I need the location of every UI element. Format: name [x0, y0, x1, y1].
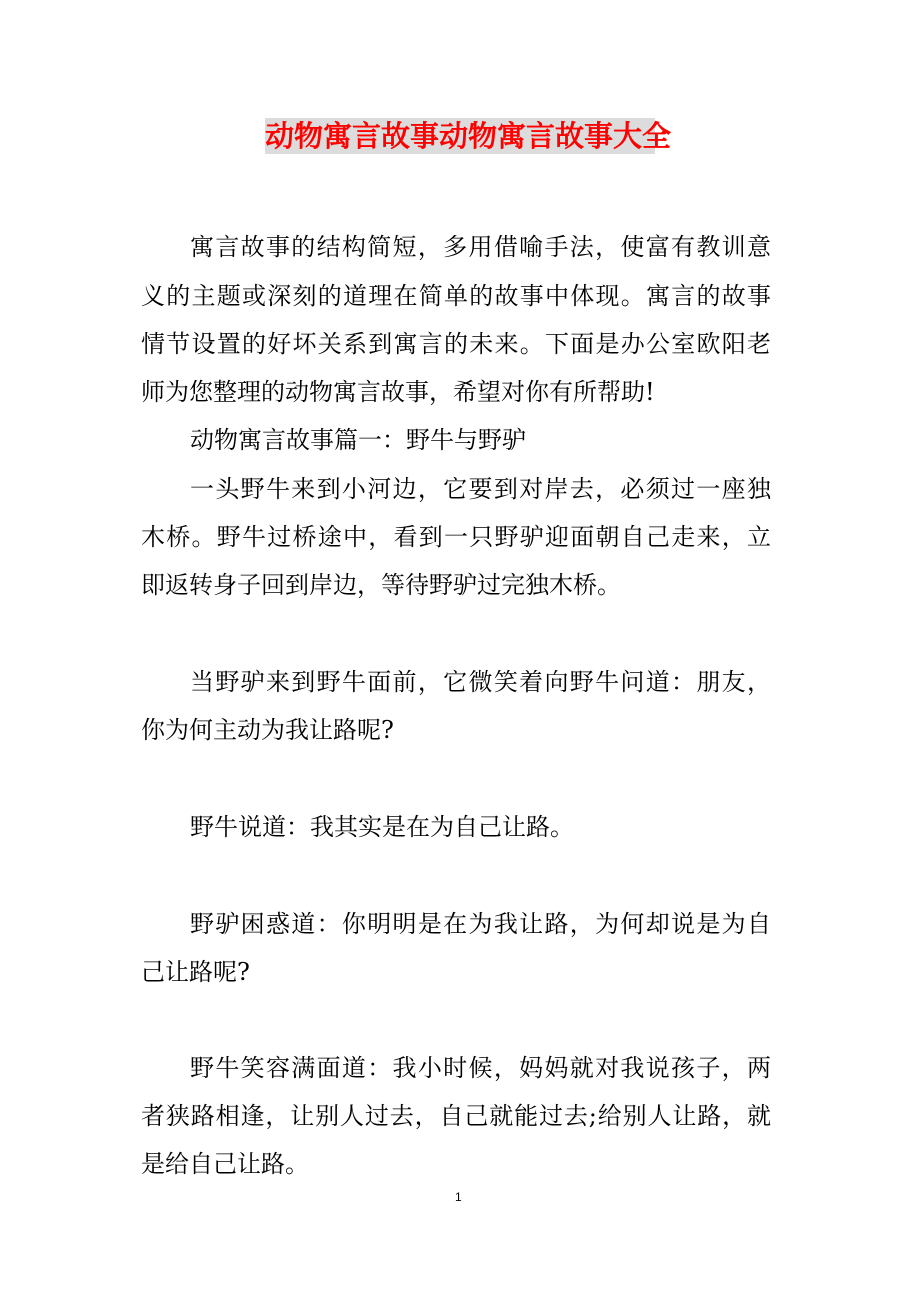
paragraph-line: 一头野牛来到小河边，它要到对岸去，必须过一座独	[190, 475, 771, 503]
paragraph-line: 野牛说道：我其实是在为自己让路。	[190, 813, 574, 841]
paragraph-line: 你为何主动为我让路呢?	[141, 716, 394, 744]
paragraph-line: 己让路呢?	[141, 958, 250, 986]
page-number: 1	[455, 1190, 462, 1204]
paragraph-line: 野牛笑容满面道：我小时候，妈妈就对我说孩子，两	[190, 1054, 771, 1082]
paragraph-line: 即返转身子回到岸边，等待野驴过完独木桥。	[141, 571, 621, 599]
paragraph-line: 木桥。野牛过桥途中，看到一只野驴迎面朝自己走来，立	[141, 523, 771, 551]
paragraph-line: 师为您整理的动物寓言故事，希望对你有所帮助!	[141, 378, 655, 406]
paragraph-line: 寓言故事的结构简短，多用借喻手法，使富有教训意	[190, 233, 771, 261]
paragraph-line: 当野驴来到野牛面前，它微笑着向野牛问道：朋友，	[190, 668, 771, 696]
paragraph-line: 是给自己让路。	[141, 1150, 309, 1178]
paragraph-line: 野驴困惑道：你明明是在为我让路，为何却说是为自	[190, 910, 771, 938]
paragraph-line: 动物寓言故事篇一：野牛与野驴	[190, 426, 526, 454]
paragraph-line: 者狭路相逢，让别人过去，自己就能过去;给别人让路，就	[141, 1102, 771, 1130]
paragraph-line: 义的主题或深刻的道理在简单的故事中体现。寓言的故事	[141, 282, 771, 310]
paragraph-line: 情节设置的好坏关系到寓言的未来。下面是办公室欧阳老	[141, 330, 771, 358]
document-title: 动物寓言故事动物寓言故事大全	[265, 119, 672, 153]
